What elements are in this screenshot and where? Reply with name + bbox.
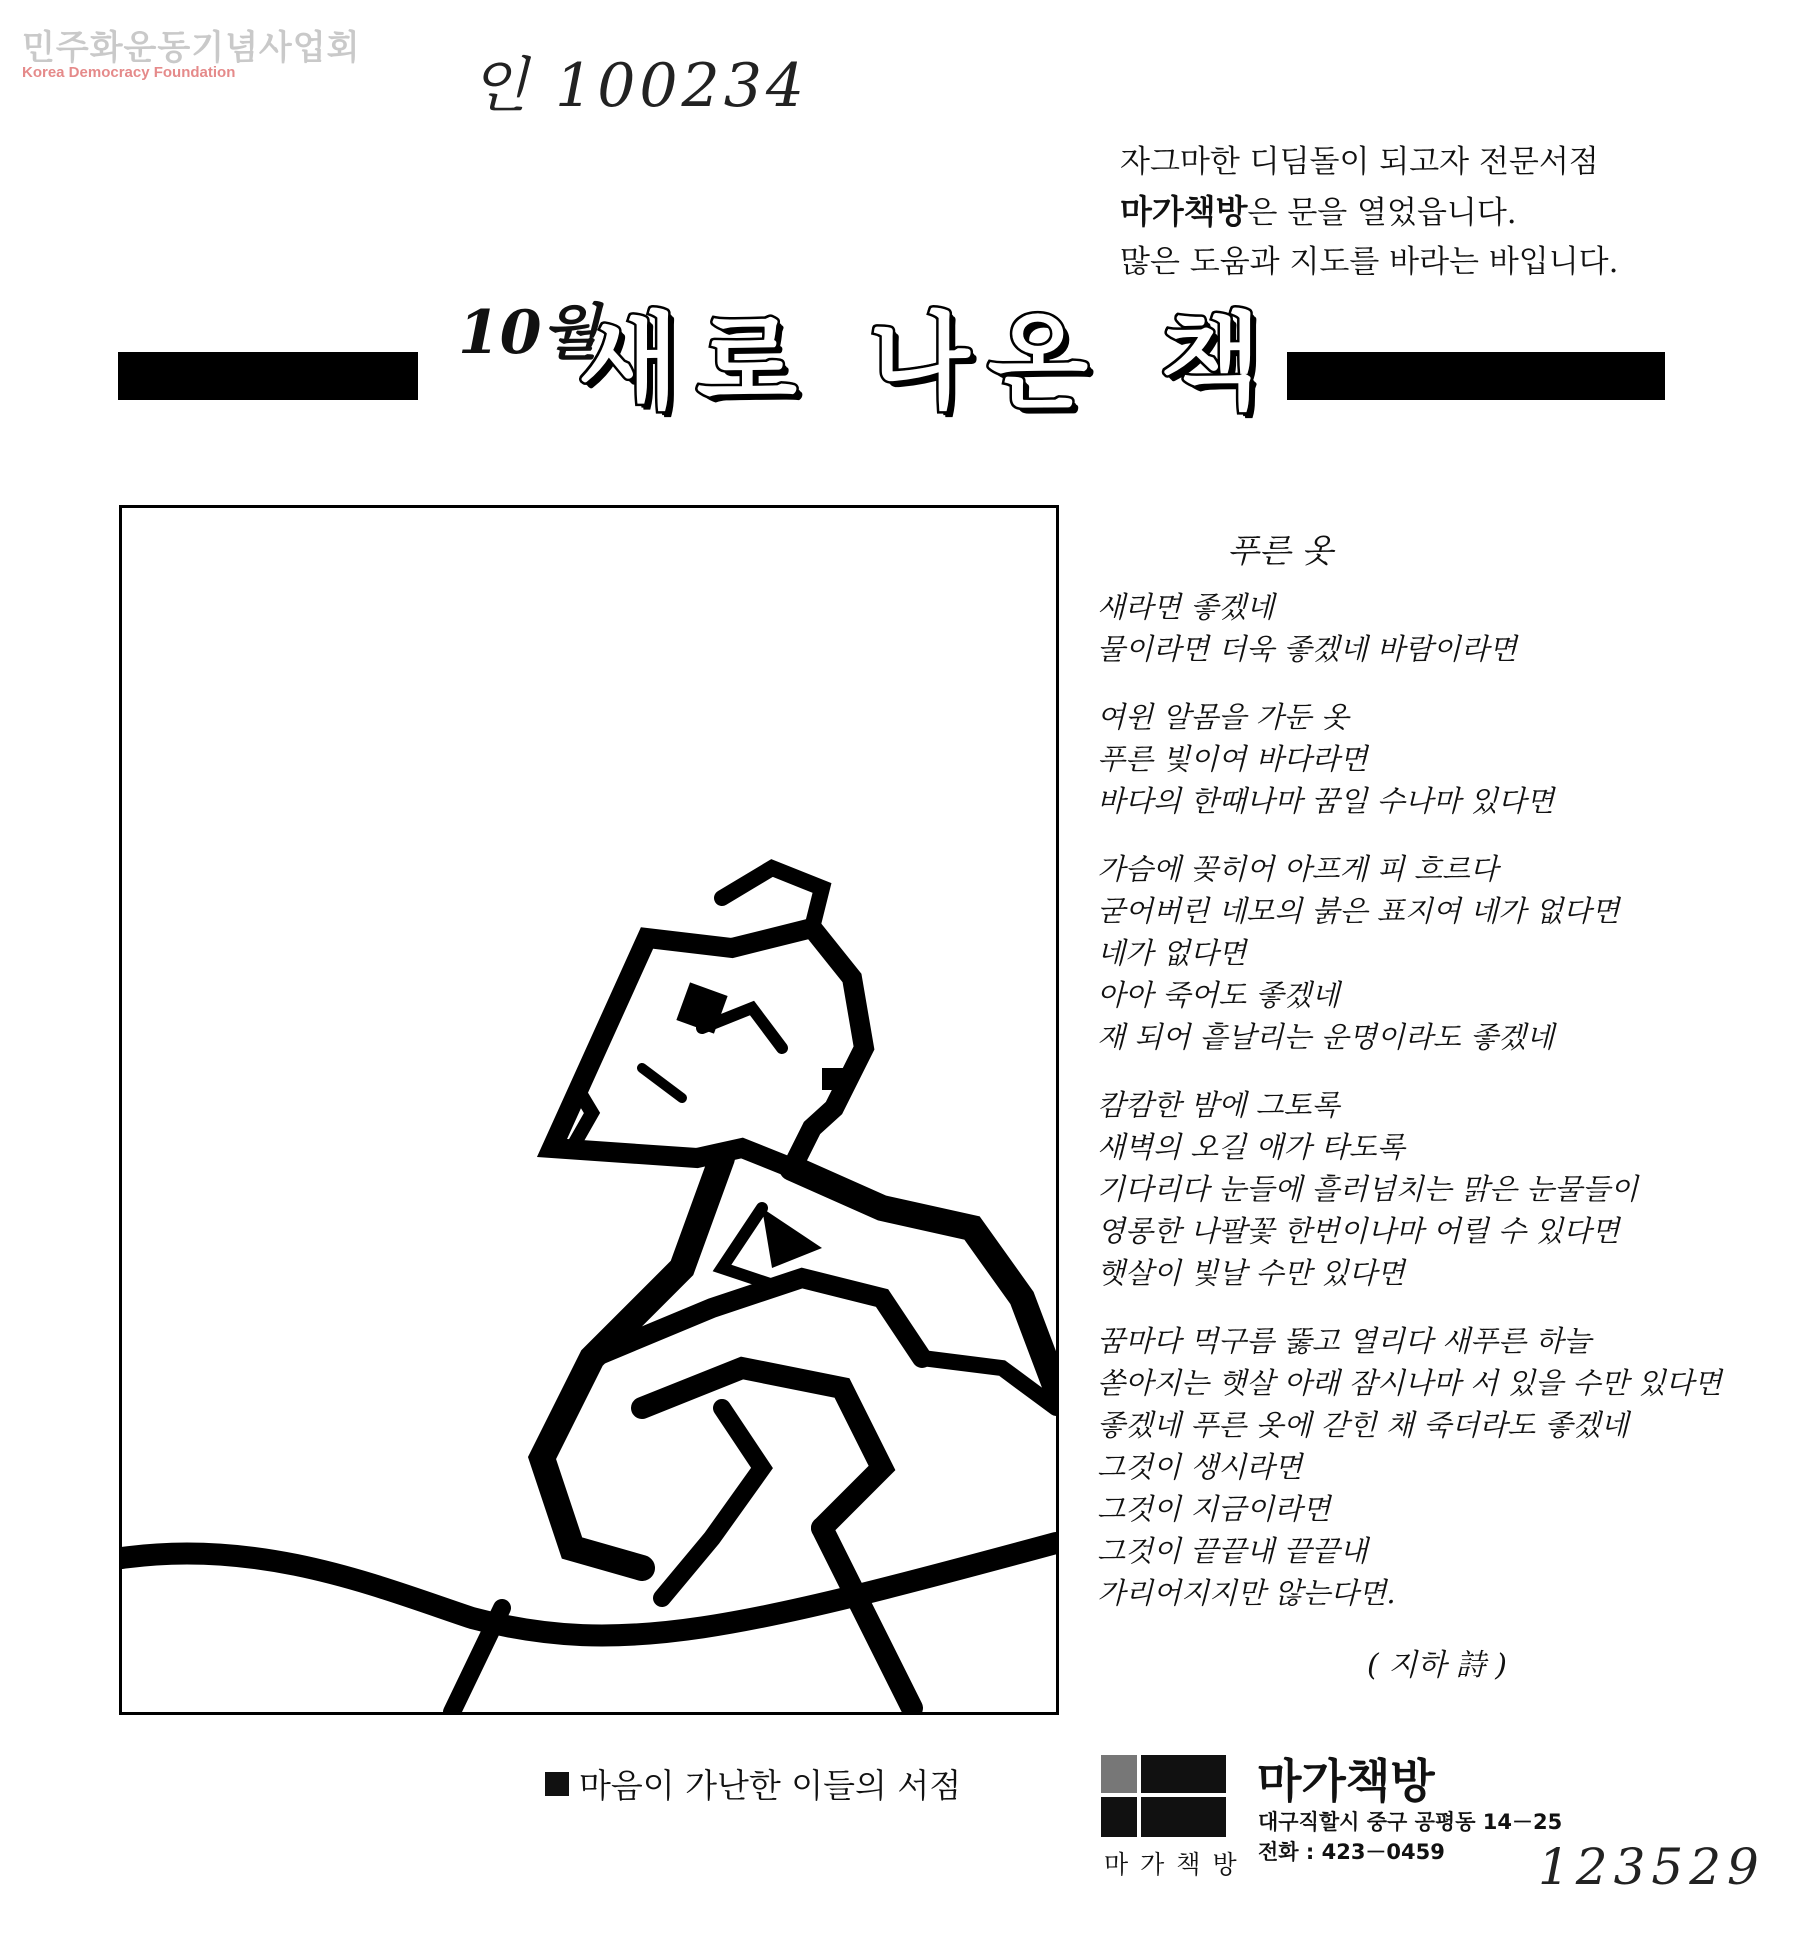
logo-caption: 마가책방 [1104, 1850, 1249, 1879]
poem-line: 네가 없다면 [1097, 936, 1247, 970]
poem-author: ( 지하 詩 ) [1367, 1648, 1507, 1683]
logo-block [1141, 1797, 1226, 1837]
poem-line: 쏟아지는 햇살 아래 잠시나마 서 있을 수만 있다면 [1097, 1366, 1722, 1400]
poem-line: 그것이 생시라면 [1097, 1450, 1303, 1484]
poem-line: 영롱한 나팔꽃 한번이나마 어릴 수 있다면 [1097, 1214, 1620, 1248]
logo-block [1101, 1755, 1137, 1793]
headline-month: 10월 [458, 298, 600, 368]
watermark-english: Korea Democracy Foundation [22, 64, 236, 81]
poem-line: 그것이 지금이라면 [1097, 1492, 1331, 1526]
archive-number-bottom: 123529 [1538, 1838, 1765, 1896]
poem-line: 새벽의 오길 애가 타도록 [1097, 1130, 1405, 1164]
logo-block [1101, 1797, 1137, 1837]
poem-line: 기다리다 눈들에 흘러넘치는 맑은 눈물들이 [1097, 1172, 1639, 1206]
intro-text [1120, 138, 1720, 287]
poem-line: 가리어지지만 않는다면. [1097, 1576, 1396, 1610]
tagline [545, 1760, 961, 1807]
poem-line: 새라면 좋겠네 [1097, 590, 1275, 624]
intro-shop-name: 마가책방 [1120, 192, 1248, 231]
poem-stanza [1097, 696, 1787, 822]
poem-line: 가슴에 꽂히어 아프게 피 흐르다 [1097, 852, 1499, 886]
poem [1097, 525, 1787, 1684]
archive-number-top: 인 100234 [470, 51, 809, 121]
poem-line: 여윈 알몸을 가둔 옷 [1097, 700, 1349, 734]
square-bullet-icon [545, 1772, 569, 1796]
watermark-korean: 민주화운동기념사업회 [22, 28, 361, 68]
poem-stanza [1097, 848, 1787, 1058]
poem-line: 꿈마다 먹구름 뚫고 열리다 새푸른 하늘 [1097, 1324, 1592, 1358]
poem-line: 캄캄한 밤에 그토록 [1097, 1088, 1340, 1122]
headline-title: 새로 나온 책 [578, 301, 1279, 423]
woodcut-illustration [119, 505, 1059, 1715]
woodcut-figure-graphic [122, 508, 1056, 1712]
poem-line: 푸른 빛이여 바다라면 [1097, 742, 1368, 776]
intro-line-3: 많은 도움과 지도를 바라는 바입니다. [1120, 244, 1619, 280]
intro-line-2-rest: 은 문을 열었읍니다. [1247, 195, 1517, 231]
headline-bar-left [118, 352, 418, 400]
intro-line-2 [1120, 187, 1720, 238]
tagline-text: 마음이 가난한 이들의 서점 [579, 1766, 962, 1805]
poem-line: 좋겠네 푸른 옷에 갇힌 채 죽더라도 좋겠네 [1097, 1408, 1629, 1442]
poem-line: 바다의 한때나마 꿈일 수나마 있다면 [1097, 784, 1555, 818]
headline-bar-right [1287, 352, 1665, 400]
poem-line: 굳어버린 네모의 붉은 표지여 네가 없다면 [1097, 894, 1620, 928]
intro-line-1: 자그마한 디딤돌이 되고자 전문서점 [1120, 144, 1599, 180]
poem-line: 햇살이 빛날 수만 있다면 [1097, 1256, 1405, 1290]
poem-stanza [1097, 586, 1787, 670]
bookshop-logo-icon [1101, 1755, 1226, 1837]
poem-line: 아아 죽어도 좋겠네 [1097, 978, 1340, 1012]
shop-address: 대구직할시 중구 공평동 14－25 [1258, 1810, 1563, 1834]
poem-stanza [1097, 1320, 1787, 1614]
poem-stanza [1097, 1084, 1787, 1294]
poem-line: 물이라면 더욱 좋겠네 바람이라면 [1097, 632, 1517, 666]
shop-name: 마가책방 [1257, 1754, 1435, 1808]
poem-line: 재 되어 흩날리는 운명이라도 좋겠네 [1097, 1020, 1555, 1054]
logo-block [1141, 1755, 1226, 1793]
shop-phone: 전화 : 423－0459 [1258, 1840, 1445, 1864]
poem-line: 그것이 끝끝내 끝끝내 [1097, 1534, 1368, 1568]
poem-title: 푸른 옷 [1227, 531, 1334, 570]
